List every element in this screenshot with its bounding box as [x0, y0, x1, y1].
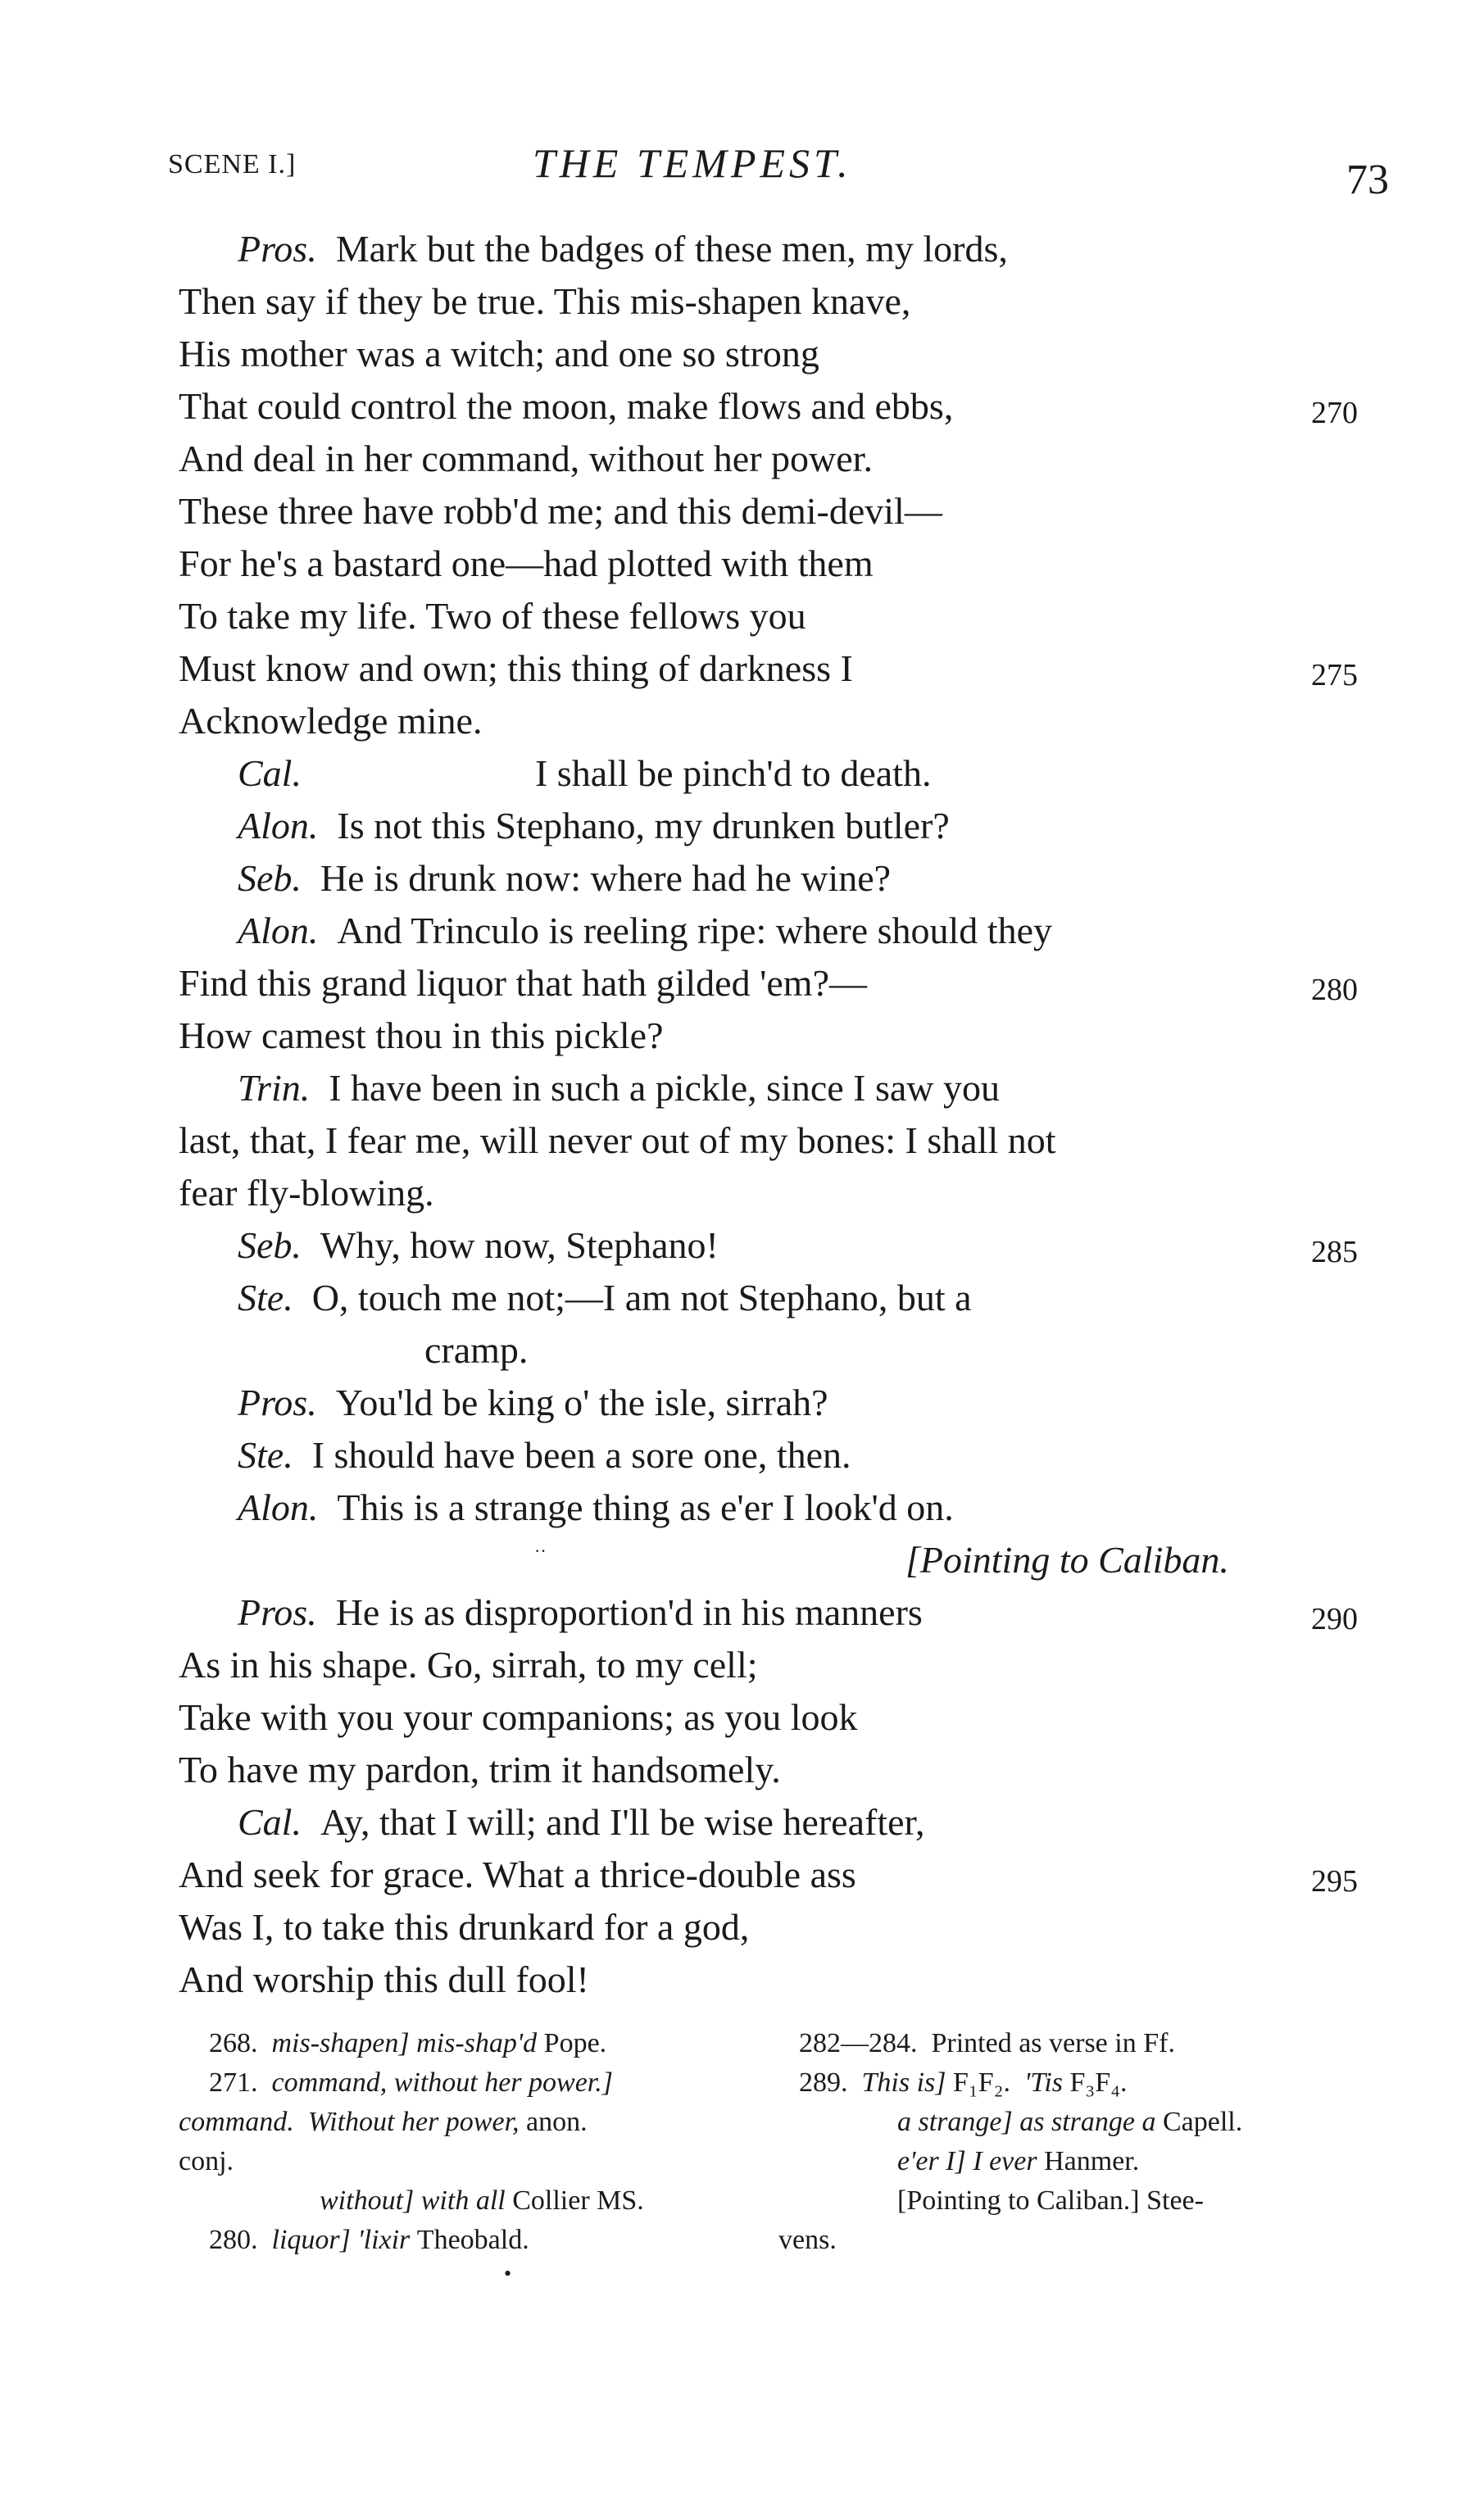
line-number: 270: [1311, 396, 1358, 430]
stage-direction: [Pointing to Caliban.: [905, 1539, 1229, 1581]
verse-line: To take my life. Two of these fellows you: [179, 595, 806, 637]
speaker-name: Ste.: [238, 1277, 293, 1318]
verse-line: Seb. Why, how now, Stephano!: [238, 1224, 719, 1266]
speaker-name: Ste.: [238, 1434, 293, 1476]
speaker-name: Pros.: [238, 1382, 317, 1423]
verse-line: Ste. I should have been a sore one, then.: [238, 1434, 851, 1476]
speaker-name: Cal.: [238, 752, 302, 794]
note-271-cont: without] with all Collier MS.: [320, 2185, 644, 2216]
line-number: 280: [1311, 973, 1358, 1007]
verse-line: Alon. Is not this Stephano, my drunken butler?: [238, 805, 950, 846]
verse-line: Cal. I shall be pinch'd to death.: [238, 752, 932, 794]
scene-label: SCENE I.]: [168, 149, 297, 179]
verse-line: Was I, to take this drunkard for a god,: [179, 1906, 750, 1948]
note-280: 280. liquor] 'lixir Theobald.: [209, 2225, 529, 2255]
verse-line: As in his shape. Go, sirrah, to my cell;: [179, 1644, 758, 1686]
verse-line: fear fly-blowing.: [179, 1172, 434, 1214]
speaker-name: Trin.: [238, 1067, 311, 1109]
verse-line: Alon. This is a strange thing as e'er I look'd on.: [238, 1486, 954, 1528]
verse-line: Pros. He is as disproportion'd in his manners: [238, 1591, 923, 1633]
note-289-cont: vens.: [778, 2225, 837, 2255]
verse-line: Alon. And Trinculo is reeling ripe: where should they: [238, 910, 1052, 951]
verse-line: Cal. Ay, that I will; and I'll be wise hereafter,: [238, 1801, 925, 1843]
note-271-cont: command. Without her power, anon.: [179, 2107, 588, 2137]
speaker-name: Seb.: [238, 1224, 302, 1266]
line-number: 290: [1311, 1602, 1358, 1636]
ink-speck-icon: ··: [534, 1541, 547, 1561]
line-number: 285: [1311, 1235, 1358, 1269]
verse-line: Pros. You'ld be king o' the isle, sirrah?: [238, 1382, 828, 1423]
verse-line: His mother was a witch; and one so strong: [179, 333, 819, 374]
page-number: 73: [1346, 157, 1389, 203]
verse-line: That could control the moon, make flows and ebbs,: [179, 385, 954, 427]
verse-line: last, that, I fear me, will never out of my bones: I shall not: [179, 1119, 1056, 1161]
verse-line: Acknowledge mine.: [179, 700, 483, 742]
verse-line: Trin. I have been in such a pickle, since I saw you: [238, 1067, 1001, 1109]
speaker-name: Alon.: [238, 910, 319, 951]
printer-mark-icon: •: [504, 2262, 512, 2285]
note-271: 271. command, without her power.]: [209, 2067, 613, 2098]
line-number: 275: [1311, 658, 1358, 692]
note-289: 289. This is] F₁F₂. 'Tis F₃F₄.: [799, 2067, 1128, 2098]
line-number: 295: [1311, 1864, 1358, 1899]
verse-line: And seek for grace. What a thrice-double ass: [179, 1854, 856, 1895]
speaker-name: Cal.: [238, 1801, 302, 1843]
verse-line: Find this grand liquor that hath gilded 'em?—: [179, 962, 867, 1004]
verse-line: How camest thou in this pickle?: [179, 1014, 664, 1056]
note-289-cont: e'er I] I ever Hanmer.: [897, 2146, 1140, 2176]
verse-line: Ste. O, touch me not;—I am not Stephano, but a: [238, 1277, 972, 1318]
verse-line: These three have robb'd me; and this demi-devil—: [179, 490, 942, 532]
page-header: [168, 139, 1389, 205]
verse-line: Must know and own; this thing of darkness I: [179, 647, 853, 689]
verse-line: Pros. Mark but the badges of these men, my lords,: [238, 228, 1008, 270]
speaker-name: Alon.: [238, 805, 319, 846]
verse-line: Then say if they be true. This mis-shapen knave,: [179, 280, 911, 322]
note-282: 282—284. Printed as verse in Ff.: [799, 2028, 1175, 2058]
note-268: 268. mis-shapen] mis-shap'd Pope.: [209, 2028, 607, 2058]
speaker-name: Pros.: [238, 228, 317, 270]
note-271-cont: conj.: [179, 2146, 234, 2176]
verse-line: Take with you your companions; as you look: [179, 1696, 858, 1738]
speaker-name: Alon.: [238, 1486, 319, 1528]
note-289-cont: a strange] as strange a Capell.: [897, 2107, 1243, 2137]
speaker-name: Pros.: [238, 1591, 317, 1633]
speaker-name: Seb.: [238, 857, 302, 899]
play-title: THE TEMPEST.: [533, 140, 852, 186]
verse-line: And deal in her command, without her power.: [179, 438, 873, 479]
verse-line: And worship this dull fool!: [179, 1958, 589, 2000]
note-289-cont: [Pointing to Caliban.] Stee-: [897, 2185, 1204, 2216]
verse-line: Seb. He is drunk now: where had he wine?: [238, 857, 892, 899]
verse-line: cramp.: [424, 1329, 529, 1371]
verse-line: To have my pardon, trim it handsomely.: [179, 1749, 781, 1790]
verse-line: For he's a bastard one—had plotted with them: [179, 542, 874, 584]
